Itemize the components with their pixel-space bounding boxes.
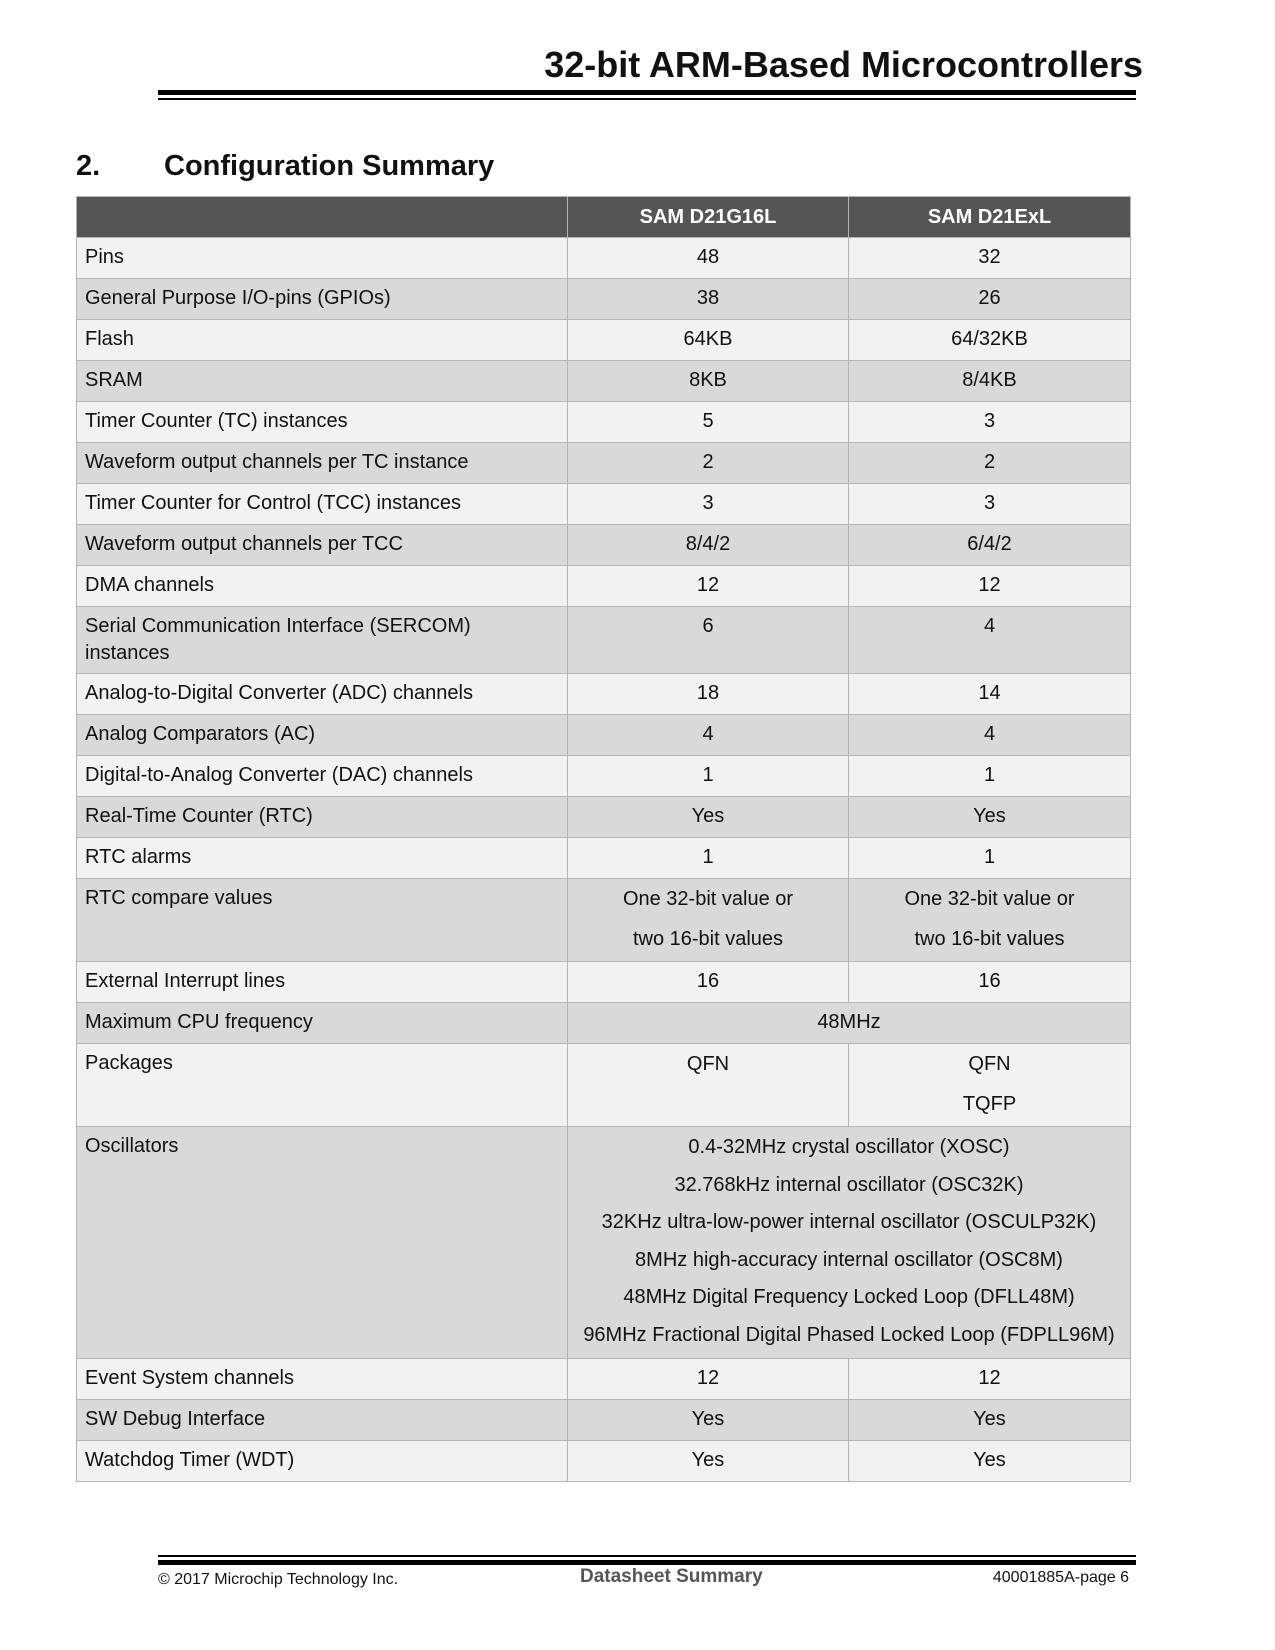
row-label: Maximum CPU frequency [77,1003,568,1044]
header-rule-thin [158,98,1136,100]
cell-e: 14 [849,674,1131,715]
table-row [77,838,1131,879]
cell-e [849,879,1131,962]
cell-g: 16 [568,962,849,1003]
table-row [77,715,1131,756]
row-label: Analog-to-Digital Converter (ADC) channels [77,674,568,715]
cell-g: 38 [568,279,849,320]
row-label: Digital-to-Analog Converter (DAC) channels [77,756,568,797]
cell-g: 1 [568,756,849,797]
section-heading [76,150,494,183]
row-label: Timer Counter for Control (TCC) instances [77,484,568,525]
cell-e: 16 [849,962,1131,1003]
cell-e: 26 [849,279,1131,320]
row-label: Timer Counter (TC) instances [77,402,568,443]
oscillator-line: 96MHz Fractional Digital Phased Locked Loop (FDPLL96M) [583,1323,1115,1346]
row-label: Flash [77,320,568,361]
cell-e: 4 [849,715,1131,756]
row-label: Event System channels [77,1359,568,1400]
table-row [77,1400,1131,1441]
table-row [77,1044,1131,1127]
cell-g: 18 [568,674,849,715]
row-label [77,607,568,674]
cell-g: 8/4/2 [568,525,849,566]
row-label: SRAM [77,361,568,402]
cell-g: Yes [568,1400,849,1441]
oscillator-line: 8MHz high-accuracy internal oscillator (OSC8M) [635,1248,1063,1271]
cell-line: TQFP [962,1093,1017,1115]
cell-both [568,1127,1131,1359]
table-row [77,962,1131,1003]
table-header-row [77,197,1131,238]
section-number: 2. [76,150,101,182]
cell-e: 3 [849,484,1131,525]
table-row [77,1003,1131,1044]
cell-line: One 32-bit value or [622,888,794,910]
oscillator-line: 32KHz ultra-low-power internal oscillator (OSCULP32K) [601,1211,1097,1233]
cell-g: 2 [568,443,849,484]
footer-rule-thick [158,1560,1136,1565]
row-label: Real-Time Counter (RTC) [77,797,568,838]
table-row [77,402,1131,443]
section-title: Configuration Summary [164,150,495,182]
row-label-line: instances [85,642,170,664]
footer-copyright: © 2017 Microchip Technology Inc. [158,1571,399,1588]
table-row [77,1359,1131,1400]
row-label: General Purpose I/O-pins (GPIOs) [77,279,568,320]
cell-g: 5 [568,402,849,443]
table-row [77,238,1131,279]
row-label: Packages [77,1044,568,1127]
footer-doc-type: Datasheet Summary [580,1566,763,1587]
table-row [77,320,1131,361]
cell-e: 6/4/2 [849,525,1131,566]
cell-g: 6 [568,607,849,674]
row-label: Analog Comparators (AC) [77,715,568,756]
row-label: DMA channels [77,566,568,607]
row-label-line: Serial Communication Interface (SERCOM) [85,615,471,637]
cell-e: 64/32KB [849,320,1131,361]
cell-g: 64KB [568,320,849,361]
row-label: Waveform output channels per TCC [77,525,568,566]
cell-g: Yes [568,797,849,838]
cell-e: Yes [849,1400,1131,1441]
table-row [77,1441,1131,1482]
cell-g: 1 [568,838,849,879]
cell-e: 32 [849,238,1131,279]
table-row [77,674,1131,715]
header-sam-d21exl: SAM D21ExL [849,197,1131,238]
cell-line: One 32-bit value or [904,888,1075,910]
header-feature [77,197,568,238]
row-label: External Interrupt lines [77,962,568,1003]
cell-g: 8KB [568,361,849,402]
row-label: Watchdog Timer (WDT) [77,1441,568,1482]
row-label: SW Debug Interface [77,1400,568,1441]
table-row [77,279,1131,320]
cell-e: 12 [849,566,1131,607]
row-label: Pins [77,238,568,279]
row-label: Waveform output channels per TC instance [77,443,568,484]
oscillator-line: 0.4-32MHz crystal oscillator (XOSC) [688,1136,1010,1158]
oscillator-line: 48MHz Digital Frequency Locked Loop (DFLL48M) [623,1286,1075,1308]
footer-rule-thin [158,1555,1136,1557]
cell-line: QFN [968,1053,1011,1075]
cell-both: 48MHz [568,1003,1131,1044]
row-label: RTC alarms [77,838,568,879]
header-rule-thick [158,90,1136,95]
table-row [77,484,1131,525]
cell-line: two 16-bit values [632,928,784,950]
table-row [77,361,1131,402]
cell-g: 12 [568,566,849,607]
cell-line: QFN [686,1053,730,1075]
oscillator-line: 32.768kHz internal oscillator (OSC32K) [674,1173,1024,1196]
table-row [77,443,1131,484]
cell-g: 3 [568,484,849,525]
cell-line: two 16-bit values [914,928,1065,950]
table-row [77,797,1131,838]
table-row [77,1127,1131,1359]
cell-g [568,879,849,962]
cell-g: Yes [568,1441,849,1482]
cell-g: 12 [568,1359,849,1400]
cell-e: 4 [849,607,1131,674]
row-label: RTC compare values [77,879,568,962]
configuration-table [76,196,1131,1482]
cell-e: 8/4KB [849,361,1131,402]
header-sam-d21g16l: SAM D21G16L [568,197,849,238]
table-row [77,756,1131,797]
cell-g: 4 [568,715,849,756]
cell-e: 1 [849,838,1131,879]
cell-e: 1 [849,756,1131,797]
table-row [77,525,1131,566]
table-row [77,879,1131,962]
table-row [77,566,1131,607]
cell-e: 2 [849,443,1131,484]
document-title: 32-bit ARM-Based Microcontrollers [544,44,1143,85]
cell-g: 48 [568,238,849,279]
cell-e: 12 [849,1359,1131,1400]
footer-page-number: 40001885A-page 6 [992,1569,1129,1586]
cell-e: 3 [849,402,1131,443]
table-row [77,607,1131,674]
cell-e: Yes [849,797,1131,838]
cell-e: Yes [849,1441,1131,1482]
cell-e [849,1044,1131,1127]
cell-g [568,1044,849,1127]
row-label: Oscillators [77,1127,568,1359]
